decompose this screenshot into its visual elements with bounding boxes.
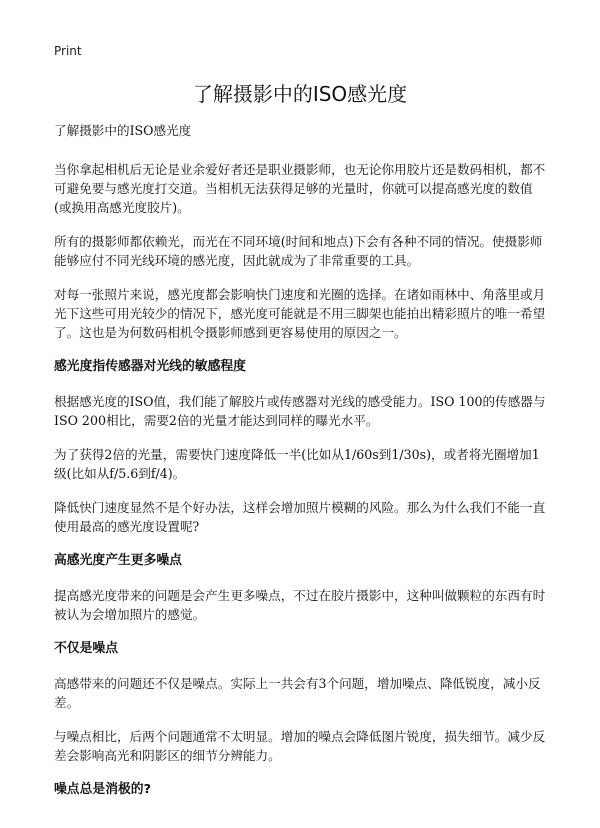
paragraph-intro-3: 对每一张照片来说，感光度都会影响快门速度和光圈的选择。在诸如雨林中、角落里或月光下这些可用光较少的情况下，感光度可能就是不用三脚架也能拍出精彩照片的唯一希望了。这也是为何数码相机令摄影师感到更容易使用的原因之一。 [54,287,546,340]
paragraph-not-only-noise-1: 高感带来的问题还不仅是噪点。实际上一共会有3个问题，增加噪点、降低锐度，减小反差。 [54,676,541,710]
section-heading-noise-negative: 噪点总是消极的? [54,782,152,797]
paragraph-noise-1: 提高感光度带来的问题是会产生更多噪点，不过在胶片摄影中，这种叫做颗粒的东西有时被认为会增加照片的感觉。 [54,588,546,622]
paragraph-sensitivity-1: 根据感光度的ISO值，我们能了解胶片或传感器对光线的感受能力。ISO 100的传感器与ISO 200相比，需要2倍的光量才能达到同样的曝光水平。 [54,394,546,428]
paragraph-not-only-noise-2: 与噪点相比，后两个问题通常不太明显。增加的噪点会降低图片锐度，损失细节。减少反差会影响高光和阴影区的细节分辨能力。 [54,729,546,763]
paragraph-sensitivity-3: 降低快门速度显然不是个好办法，这样会增加照片模糊的风险。那么为什么我们不能一直使用最高的感光度设置呢? [54,500,546,534]
print-label: Print [54,44,82,58]
article-body [54,121,548,815]
paragraph-intro-1: 当你拿起相机后无论是业余爱好者还是职业摄影师，也无论你用胶片还是数码相机，都不可避免要与感光度打交道。当相机无法获得足够的光量时，你就可以提高感光度的数值(或换用高感光度胶片)。 [54,162,546,215]
paragraph-intro-2: 所有的摄影师都依赖光，而光在不同环境(时间和地点)下会有各种不同的情况。使摄影师能够应付不同光线环境的感光度，因此就成为了非常重要的工具。 [54,234,543,268]
paragraph-sensitivity-2: 为了获得2倍的光量，需要快门速度降低一半(比如从1/60s到1/30s)，或者将光圈增加1级(比如从f/5.6到f/4)。 [54,447,540,481]
section-heading-noise: 高感光度产生更多噪点 [54,553,182,568]
section-heading-not-only-noise: 不仅是噪点 [54,641,118,656]
article-subtitle: 了解摄影中的ISO感光度 [54,123,192,138]
section-heading-sensitivity: 感光度指传感器对光线的敏感程度 [54,359,246,374]
document-title: 了解摄影中的ISO感光度 [192,82,408,106]
